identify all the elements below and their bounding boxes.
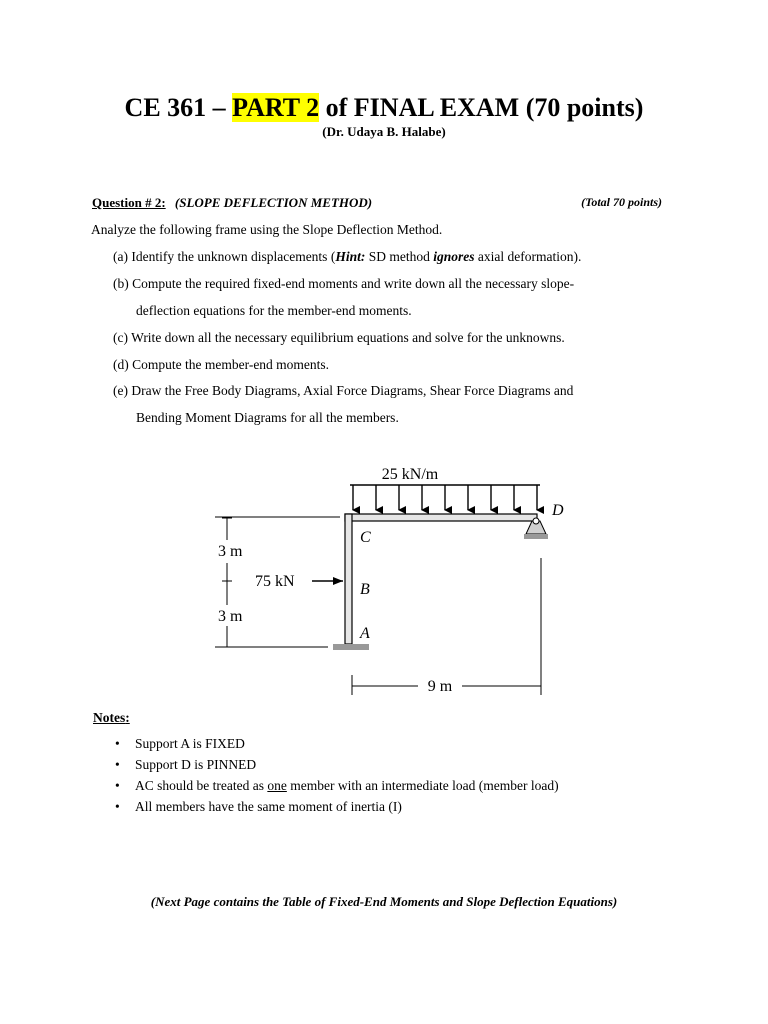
title-prefix: CE 361 – <box>124 93 233 122</box>
task-a-mid: SD method <box>365 249 434 264</box>
point-load-label: 75 kN <box>255 573 295 590</box>
list-item <box>93 775 559 796</box>
distributed-load-label: 25 kN/m <box>381 466 439 483</box>
question-points: (Total 70 points) <box>581 195 662 209</box>
question-header <box>92 195 662 211</box>
node-c-label: C <box>360 529 371 546</box>
task-item-b-continued: deflection equations for the member-end moments. <box>136 303 412 318</box>
question-intro: Analyze the following frame using the Slope Deflection Method. <box>91 222 443 237</box>
task-item-e-continued: Bending Moment Diagrams for all the members. <box>136 410 399 425</box>
list-item: • Support A is FIXED <box>93 733 559 754</box>
page-title <box>0 91 768 125</box>
note-3-start: AC should be treated as <box>135 778 268 793</box>
dimension-upper-label: 3 m <box>218 543 243 560</box>
beam-cd <box>345 514 537 521</box>
fixed-support-a <box>333 644 369 650</box>
task-a-end: axial deformation). <box>474 249 582 264</box>
task-item-b: (b) Compute the required fixed-end moments and write down all the necessary slope- <box>113 276 575 291</box>
notes-list <box>93 733 559 817</box>
notes-heading-text: Notes <box>93 710 126 725</box>
frame-diagram <box>200 450 580 710</box>
title-highlight: PART 2 <box>232 93 320 122</box>
task-item-a <box>113 249 581 265</box>
load-arrows <box>353 485 537 510</box>
task-a-emphasis: ignores <box>433 249 475 264</box>
node-b-label: B <box>360 581 370 598</box>
note-3-emphasis: one <box>267 778 287 793</box>
question-label: Question # 2: <box>92 195 166 210</box>
horizontal-dimension <box>352 558 541 695</box>
author-line: (Dr. Udaya B. Halabe) <box>322 124 446 139</box>
title-suffix: of FINAL EXAM (70 points) <box>319 93 644 122</box>
column-ac <box>345 514 352 644</box>
task-a-text: (a) Identify the unknown displacements ( <box>113 249 336 264</box>
task-a-hint: Hint: <box>335 249 366 264</box>
footer-note: (Next Page contains the Table of Fixed-End Moments and Slope Deflection Equations) <box>150 894 618 909</box>
notes-heading-colon: : <box>125 710 130 725</box>
node-d-label: D <box>552 502 564 519</box>
question-method: (SLOPE DEFLECTION METHOD) <box>174 195 373 210</box>
note-3-end: member with an intermediate load (member load) <box>286 778 559 793</box>
task-item-d: (d) Compute the member-end moments. <box>113 357 330 372</box>
notes-heading <box>93 710 130 726</box>
task-item-c: (c) Write down all the necessary equilibrium equations and solve for the unknowns. <box>113 330 565 345</box>
node-a-label: A <box>360 625 370 642</box>
dimension-span-label: 9 m <box>427 678 453 695</box>
list-item: • Support D is PINNED <box>93 754 559 775</box>
task-item-e: (e) Draw the Free Body Diagrams, Axial Force Diagrams, Shear Force Diagrams and <box>113 383 574 398</box>
dimension-lower-label: 3 m <box>218 608 243 625</box>
list-item: • All members have the same moment of inertia (I) <box>93 796 559 817</box>
